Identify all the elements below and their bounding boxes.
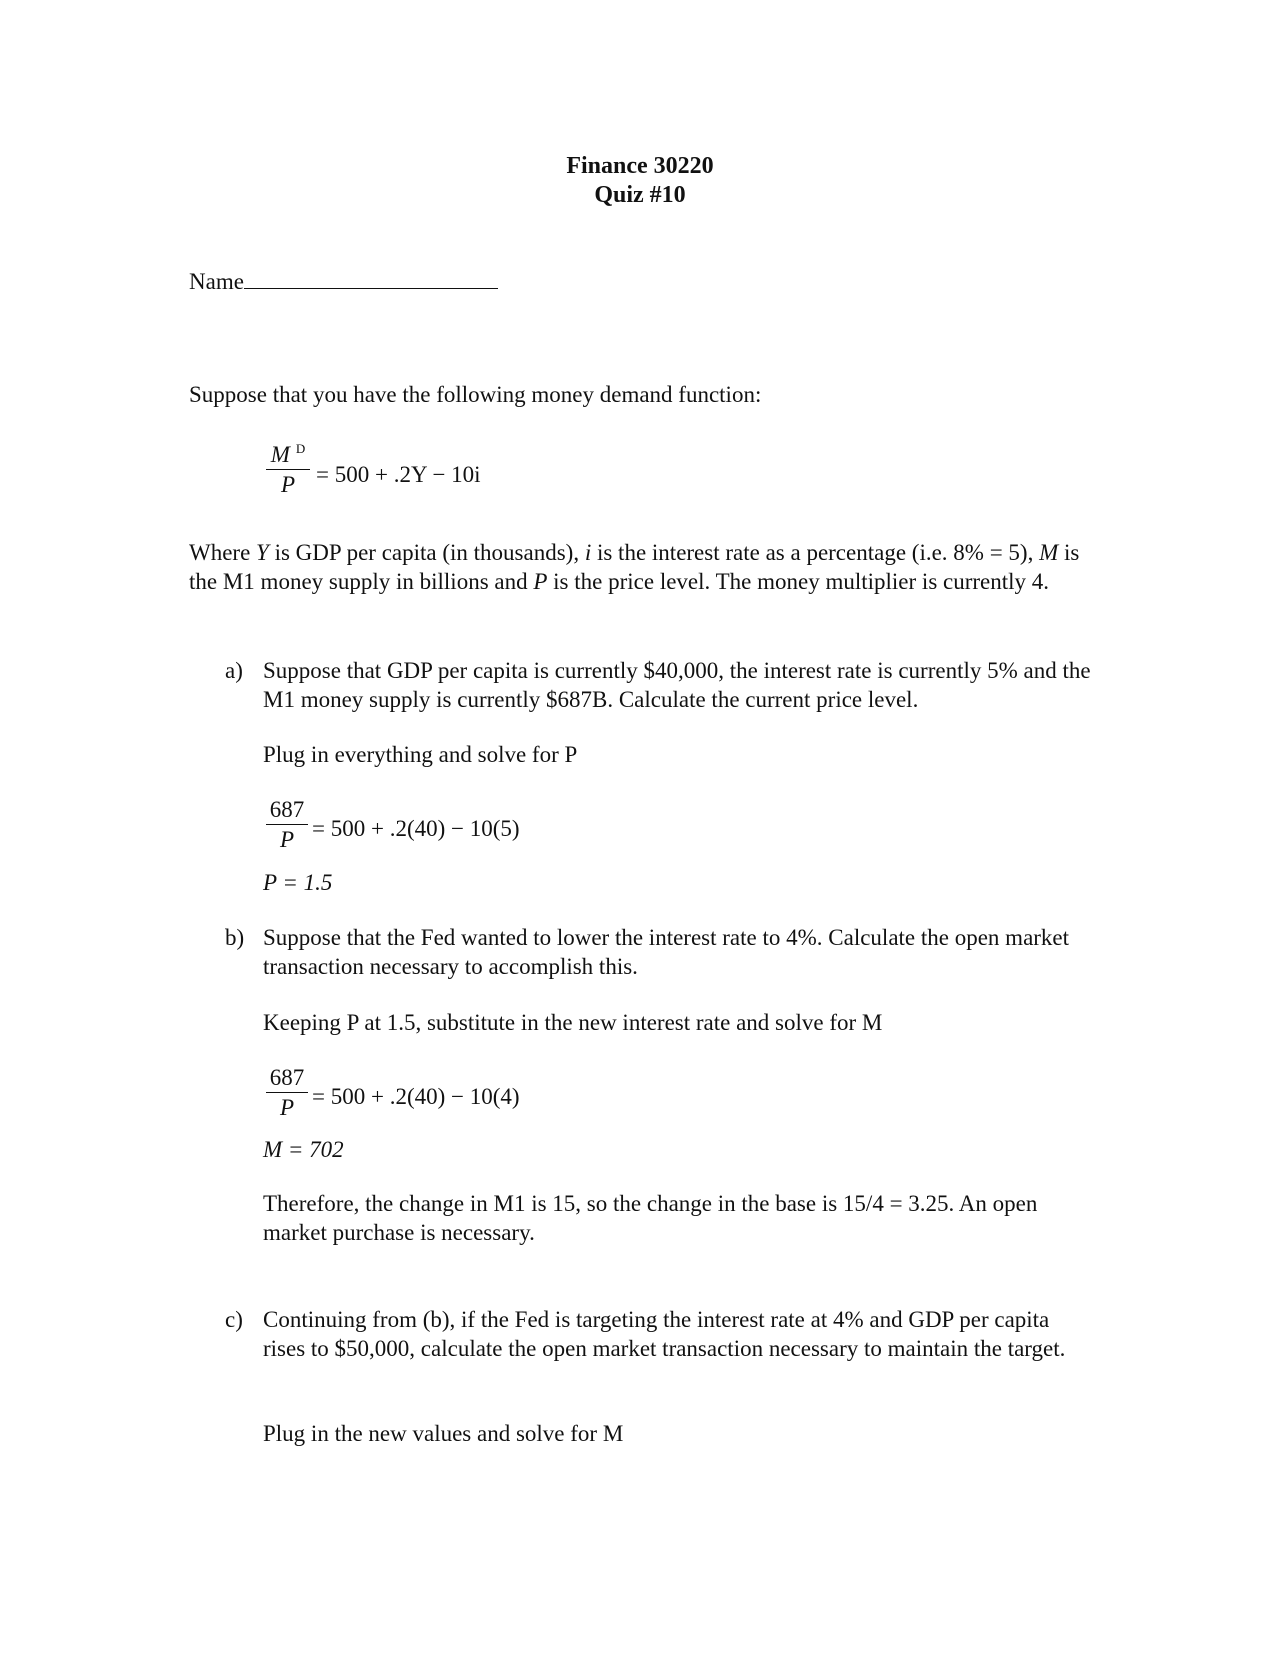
quiz-title: Quiz #10: [594, 182, 686, 208]
question-text: Suppose that GDP per capita is currently $40,000, the interest rate is currently 5% and the M1 money supply is currently $687B. Calculate the current price level.: [263, 658, 1091, 712]
equation-rhs: = 500 + .2(40) − 10(5): [312, 816, 520, 841]
question-label: c): [225, 1307, 243, 1332]
solution-hint: Plug in the new values and solve for M: [263, 1421, 624, 1446]
equation-rhs: = 500 + .2(40) − 10(4): [312, 1084, 520, 1109]
name-blank-line[interactable]: [244, 266, 498, 289]
course-title: Finance 30220: [566, 153, 714, 179]
formula-numerator: M $^D$: [266, 443, 310, 470]
variable-description: Where Y is GDP per capita (in thousands), i is the interest rate as a percentage (i.e. 8% = 5), M is the M1 money supply in billions and P is the price level. The money multiplier is currently 4.: [189, 540, 1080, 594]
formula-denominator: P: [280, 472, 296, 497]
formula-superscript: D: [295, 441, 306, 456]
question-label: b): [225, 925, 245, 950]
equation-denominator: P: [279, 827, 295, 852]
formula-rhs: = 500 + .2Y − 10i: [316, 462, 481, 487]
question-label: a): [225, 658, 243, 683]
equation-result: P = 1.5: [263, 870, 333, 895]
solution-hint: Keeping P at 1.5, substitute in the new interest rate and solve for M: [263, 1010, 883, 1035]
equation-numerator: 687: [266, 798, 308, 825]
intro-text: Suppose that you have the following money demand function:: [189, 382, 762, 407]
name-field: [189, 266, 1089, 296]
equation-numerator: 687: [266, 1066, 308, 1093]
solution-hint: Plug in everything and solve for P: [263, 742, 578, 767]
question-text: Suppose that the Fed wanted to lower the interest rate to 4%. Calculate the open market transaction necessary to accomplish this.: [263, 925, 1070, 979]
conclusion-text: Therefore, the change in M1 is 15, so the change in the base is 15/4 = 3.25. An open market purchase is necessary.: [263, 1191, 1038, 1245]
equation-fraction: [266, 1066, 308, 1121]
name-label: Name: [189, 269, 244, 294]
equation-result: M = 702: [263, 1137, 344, 1162]
formula-fraction: [266, 443, 310, 498]
question-text: Continuing from (b), if the Fed is targeting the interest rate at 4% and GDP per capita rises to $50,000, calculate the open market transaction necessary to maintain the target.: [263, 1307, 1066, 1361]
equation-fraction: [266, 798, 308, 853]
equation-denominator: P: [279, 1095, 295, 1120]
